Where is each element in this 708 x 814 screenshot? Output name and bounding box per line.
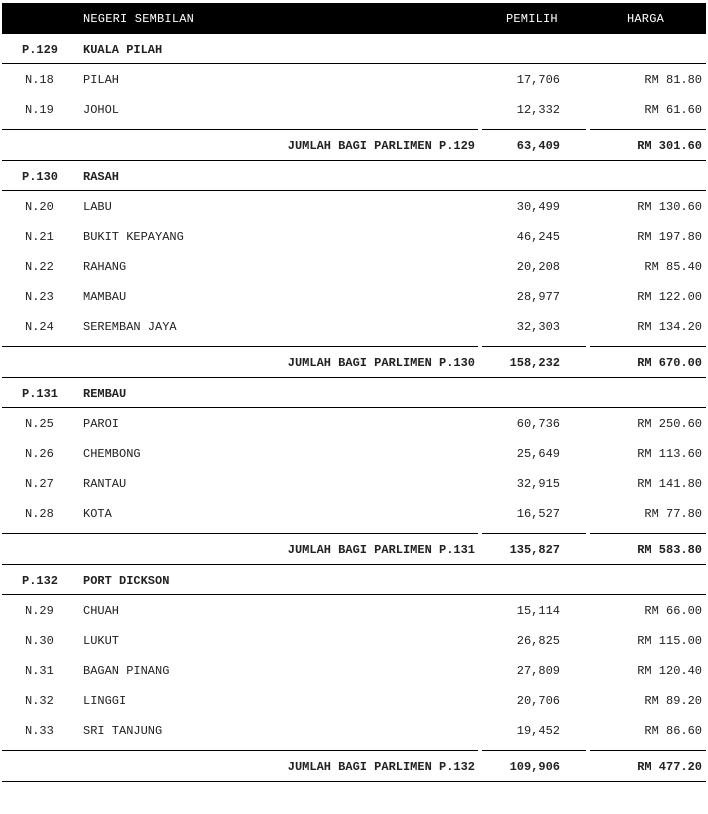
seat-price: RM 120.40 bbox=[637, 664, 702, 678]
table-row bbox=[2, 64, 706, 94]
table-body bbox=[2, 34, 706, 782]
seat-voters: 20,706 bbox=[516, 694, 560, 708]
total-rule bbox=[2, 750, 478, 751]
total-rule bbox=[482, 533, 586, 534]
total-label: JUMLAH BAGI PARLIMEN P.131 bbox=[287, 543, 475, 557]
seat-price: RM 122.00 bbox=[637, 290, 702, 304]
table-row bbox=[2, 595, 706, 625]
seat-voters: 32,303 bbox=[516, 320, 560, 334]
parliament-header-row bbox=[2, 377, 706, 408]
seat-code: N.30 bbox=[25, 634, 54, 648]
seat-name: PAROI bbox=[83, 417, 120, 431]
total-rule bbox=[482, 346, 586, 347]
seat-name: BAGAN PINANG bbox=[83, 664, 170, 678]
seat-price: RM 81.80 bbox=[644, 73, 702, 87]
seat-price: RM 85.40 bbox=[644, 260, 702, 274]
table-row bbox=[2, 498, 706, 528]
seat-name: MAMBAU bbox=[83, 290, 127, 304]
table-row bbox=[2, 221, 706, 251]
seat-name: CHEMBONG bbox=[83, 447, 141, 461]
table-row bbox=[2, 715, 706, 745]
seat-code: N.22 bbox=[25, 260, 54, 274]
total-voters: 109,906 bbox=[509, 760, 560, 774]
seat-code: N.25 bbox=[25, 417, 54, 431]
seat-voters: 28,977 bbox=[516, 290, 560, 304]
table-row bbox=[2, 655, 706, 685]
seat-name: SEREMBAN JAYA bbox=[83, 320, 177, 334]
seat-code: N.20 bbox=[25, 200, 54, 214]
table-row bbox=[2, 94, 706, 124]
total-voters: 63,409 bbox=[516, 139, 560, 153]
seat-code: N.23 bbox=[25, 290, 54, 304]
seat-name: KOTA bbox=[83, 507, 112, 521]
total-rule bbox=[2, 346, 478, 347]
parliament-header-row bbox=[2, 34, 706, 64]
table-bottom-rule bbox=[2, 781, 706, 782]
seat-price: RM 113.60 bbox=[637, 447, 702, 461]
total-rule bbox=[590, 533, 706, 534]
seat-price: RM 61.60 bbox=[644, 103, 702, 117]
seat-name: LUKUT bbox=[83, 634, 120, 648]
total-voters: 135,827 bbox=[509, 543, 560, 557]
seat-name: PILAH bbox=[83, 73, 120, 87]
seat-price: RM 77.80 bbox=[644, 507, 702, 521]
seat-voters: 19,452 bbox=[516, 724, 560, 738]
table-row bbox=[2, 408, 706, 438]
seat-code: N.21 bbox=[25, 230, 54, 244]
total-rule bbox=[482, 129, 586, 130]
total-price: RM 583.80 bbox=[637, 543, 702, 557]
total-price: RM 477.20 bbox=[637, 760, 702, 774]
seat-name: RANTAU bbox=[83, 477, 127, 491]
seat-code: N.29 bbox=[25, 604, 54, 618]
total-label: JUMLAH BAGI PARLIMEN P.129 bbox=[287, 139, 475, 153]
table-row bbox=[2, 625, 706, 655]
seat-price: RM 250.60 bbox=[637, 417, 702, 431]
seat-name: RAHANG bbox=[83, 260, 127, 274]
seat-code: N.33 bbox=[25, 724, 54, 738]
seat-price: RM 115.00 bbox=[637, 634, 702, 648]
table-row bbox=[2, 685, 706, 715]
seat-voters: 15,114 bbox=[516, 604, 560, 618]
seat-voters: 32,915 bbox=[516, 477, 560, 491]
col-price-header: HARGA bbox=[627, 12, 665, 26]
parliament-header-row bbox=[2, 564, 706, 595]
seat-voters: 60,736 bbox=[516, 417, 560, 431]
seat-name: CHUAH bbox=[83, 604, 120, 618]
parliament-code: P.130 bbox=[22, 170, 59, 184]
seat-price: RM 134.20 bbox=[637, 320, 702, 334]
state-title: NEGERI SEMBILAN bbox=[83, 12, 195, 26]
parliament-code: P.131 bbox=[22, 387, 59, 401]
total-rule bbox=[590, 129, 706, 130]
seat-code: N.24 bbox=[25, 320, 54, 334]
seat-name: LINGGI bbox=[83, 694, 127, 708]
seat-name: JOHOL bbox=[83, 103, 120, 117]
seat-price: RM 89.20 bbox=[644, 694, 702, 708]
total-price: RM 670.00 bbox=[637, 356, 702, 370]
seat-name: LABU bbox=[83, 200, 112, 214]
seat-price: RM 130.60 bbox=[637, 200, 702, 214]
seat-code: N.26 bbox=[25, 447, 54, 461]
seat-price: RM 86.60 bbox=[644, 724, 702, 738]
table-row bbox=[2, 251, 706, 281]
col-voters-header: PEMILIH bbox=[506, 12, 558, 26]
total-label: JUMLAH BAGI PARLIMEN P.130 bbox=[287, 356, 475, 370]
total-label: JUMLAH BAGI PARLIMEN P.132 bbox=[287, 760, 475, 774]
seat-code: N.19 bbox=[25, 103, 54, 117]
seat-voters: 25,649 bbox=[516, 447, 560, 461]
total-rule bbox=[590, 346, 706, 347]
seat-price: RM 141.80 bbox=[637, 477, 702, 491]
parliament-code: P.129 bbox=[22, 43, 59, 57]
total-row bbox=[2, 751, 706, 781]
parliament-header-row bbox=[2, 160, 706, 191]
seat-voters: 46,245 bbox=[516, 230, 560, 244]
seat-voters: 20,208 bbox=[516, 260, 560, 274]
seat-code: N.31 bbox=[25, 664, 54, 678]
seat-voters: 16,527 bbox=[516, 507, 560, 521]
seat-code: N.18 bbox=[25, 73, 54, 87]
table-header bbox=[2, 3, 706, 34]
total-voters: 158,232 bbox=[509, 356, 560, 370]
seat-voters: 30,499 bbox=[516, 200, 560, 214]
seat-voters: 12,332 bbox=[516, 103, 560, 117]
seat-voters: 26,825 bbox=[516, 634, 560, 648]
seat-price: RM 197.80 bbox=[637, 230, 702, 244]
seat-price: RM 66.00 bbox=[644, 604, 702, 618]
table-row bbox=[2, 438, 706, 468]
total-rule bbox=[2, 533, 478, 534]
parliament-name: PORT DICKSON bbox=[83, 574, 170, 588]
parliament-name: REMBAU bbox=[83, 387, 127, 401]
total-price: RM 301.60 bbox=[637, 139, 702, 153]
parliament-name: RASAH bbox=[83, 170, 120, 184]
total-rule bbox=[590, 750, 706, 751]
table-row bbox=[2, 191, 706, 221]
table-row bbox=[2, 281, 706, 311]
parliament-name: KUALA PILAH bbox=[83, 43, 163, 57]
seat-voters: 27,809 bbox=[516, 664, 560, 678]
total-row bbox=[2, 130, 706, 160]
seat-name: BUKIT KEPAYANG bbox=[83, 230, 184, 244]
total-row bbox=[2, 534, 706, 564]
seat-code: N.28 bbox=[25, 507, 54, 521]
seat-code: N.32 bbox=[25, 694, 54, 708]
seat-code: N.27 bbox=[25, 477, 54, 491]
total-rule bbox=[2, 129, 478, 130]
table-row bbox=[2, 311, 706, 341]
voter-price-table bbox=[2, 3, 706, 782]
seat-name: SRI TANJUNG bbox=[83, 724, 163, 738]
table-row bbox=[2, 468, 706, 498]
parliament-code: P.132 bbox=[22, 574, 59, 588]
total-rule bbox=[482, 750, 586, 751]
seat-voters: 17,706 bbox=[516, 73, 560, 87]
total-row bbox=[2, 347, 706, 377]
